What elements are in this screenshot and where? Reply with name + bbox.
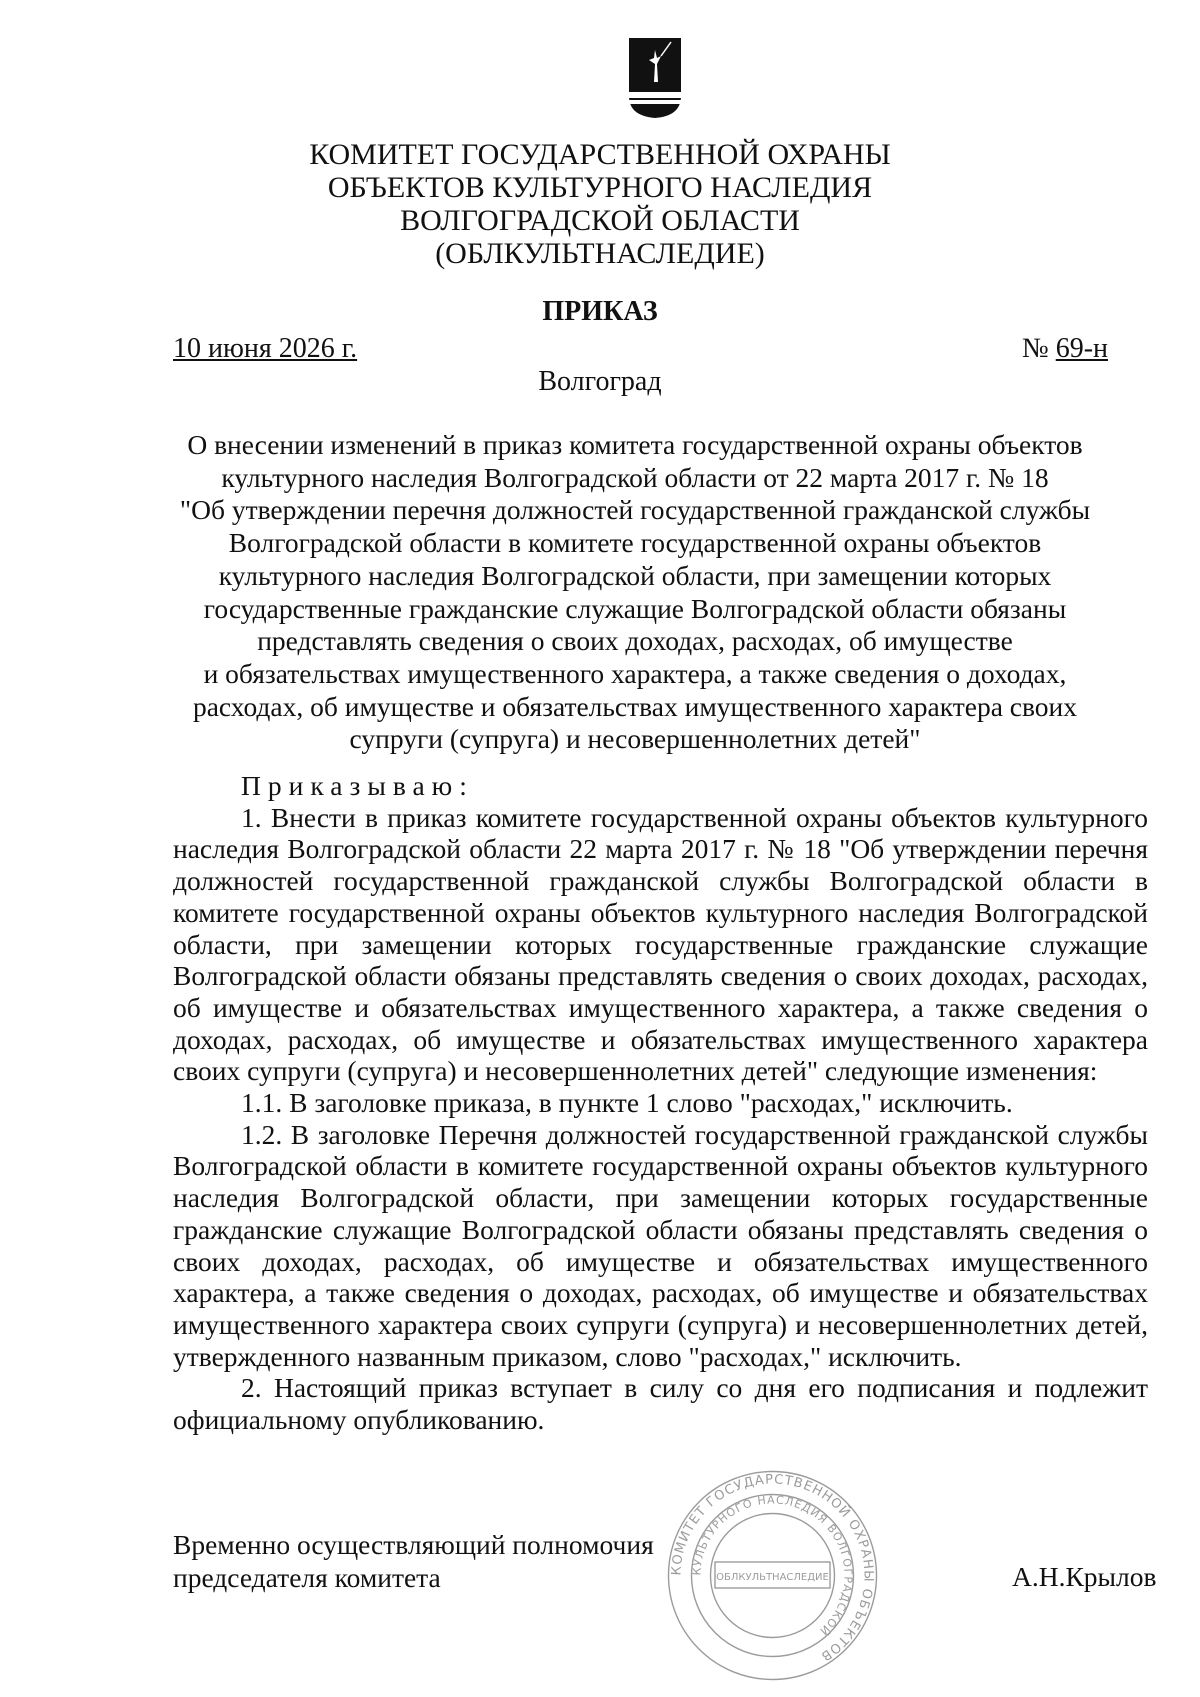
organization-header — [0, 138, 1200, 270]
subject-line: "Об утверждении перечня должностей государственной гражданской службы — [179, 494, 1091, 526]
order-body — [173, 770, 1148, 1436]
seal-center-text: ОБЛКУЛЬТНАСЛЕДИЕ — [716, 1572, 829, 1583]
seal-outer-text: КОМИТЕТ ГОСУДАРСТВЕННОЙ ОХРАНЫ ОБЪЕКТОВ — [669, 1472, 876, 1664]
order-word: Приказываю: — [241, 770, 474, 801]
subject-line: представлять сведения о своих доходах, расходах, об имуществе — [257, 625, 1013, 657]
subject-line: О внесении изменений в приказ комитета государственной охраны объектов — [187, 429, 1083, 460]
subject-line: культурного наследия Волгоградской области, при замещении которых — [218, 559, 1052, 591]
subject-line: расходах, об имуществе и обязательствах имущественного характера своих — [192, 690, 1078, 722]
order-city: Волгоград — [538, 366, 662, 397]
order-title: ПРИКАЗ — [542, 296, 658, 327]
signer-name: А.Н.Крылов — [1012, 1561, 1157, 1592]
org-line-3: ВОЛГОГРАДСКОЙ ОБЛАСТИ — [400, 204, 800, 237]
paragraph-1: 1. Внести в приказ комитете государственной охраны объектов культурного наследия Волгоградской области 22 марта 2017 г. № 18 "Об утверждении перечня должностей государственной гражданской службы Волгоградской области в комитете государственной охраны объектов культурного наследия Волгоградской области, при замещении которых государственные гражданские служащие Волгоградской области обязаны представлять сведения о своих доходах, расходах, об имуществе и обязательствах имущественного характера, а также сведения о доходах, расходах, об имуществе и обязательствах имущественного характера своих супруги (супруга) и несовершеннолетних детей" следующие изменения: — [173, 801, 1148, 1087]
coat-of-arms-icon — [627, 36, 683, 120]
org-line-1: КОМИТЕТ ГОСУДАРСТВЕННОЙ ОХРАНЫ — [309, 138, 891, 171]
subject-line: и обязательствах имущественного характера, а также сведения о доходах, — [203, 657, 1067, 689]
order-number — [1022, 333, 1108, 365]
paragraph-1-1: 1.1. В заголовке приказа, в пункте 1 слово "расходах," исключить. — [241, 1087, 1013, 1119]
org-line-4: (ОБЛКУЛЬТНАСЛЕДИЕ) — [435, 237, 765, 270]
subject-line: супруги (супруга) и несовершеннолетних детей" — [349, 723, 921, 755]
official-seal-stamp — [665, 1468, 880, 1683]
order-date: 10 июня 2026 г. — [173, 333, 358, 364]
number-value: 69-н — [1055, 333, 1109, 364]
signature-position — [173, 1528, 654, 1594]
org-line-2: ОБЪЕКТОВ КУЛЬТУРНОГО НАСЛЕДИЯ — [327, 171, 873, 204]
position-line-1: Временно осуществляющий полномочия — [173, 1529, 654, 1560]
subject-line: культурного наследия Волгоградской области от 22 марта 2017 г. № 18 — [221, 461, 1049, 493]
subject-line: государственные гражданские служащие Волгоградской области обязаны — [203, 592, 1067, 624]
paragraph-1-2: 1.2. В заголовке Перечня должностей государственной гражданской службы Волгоградской области в комитете государственной охраны объектов культурного наследия Волгоградской области, при замещении которых государственные гражданские служащие Волгоградской области обязаны представлять сведения о своих доходах, расходах, об имуществе и обязательствах имущественного характера, а также сведения о доходах, расходах, об имуществе и обязательствах имущественного характера своих супруги (супруга) и несовершеннолетних детей, утвержденного названным приказом, слово "расходах," исключить. — [173, 1118, 1148, 1372]
position-line-2: председателя комитета — [173, 1562, 441, 1593]
paragraph-2: 2. Настоящий приказ вступает в силу со дня его подписания и подлежит официальному опубликованию. — [173, 1372, 1148, 1436]
subject-line: Волгоградской области в комитете государственной охраны объектов — [228, 527, 1042, 559]
number-sign: № — [1022, 333, 1049, 364]
seal-inner-text: КУЛЬТУРНОГО НАСЛЕДИЯ ВОЛГОГРАДСКОЙ — [690, 1493, 855, 1639]
order-subject — [170, 429, 1100, 756]
